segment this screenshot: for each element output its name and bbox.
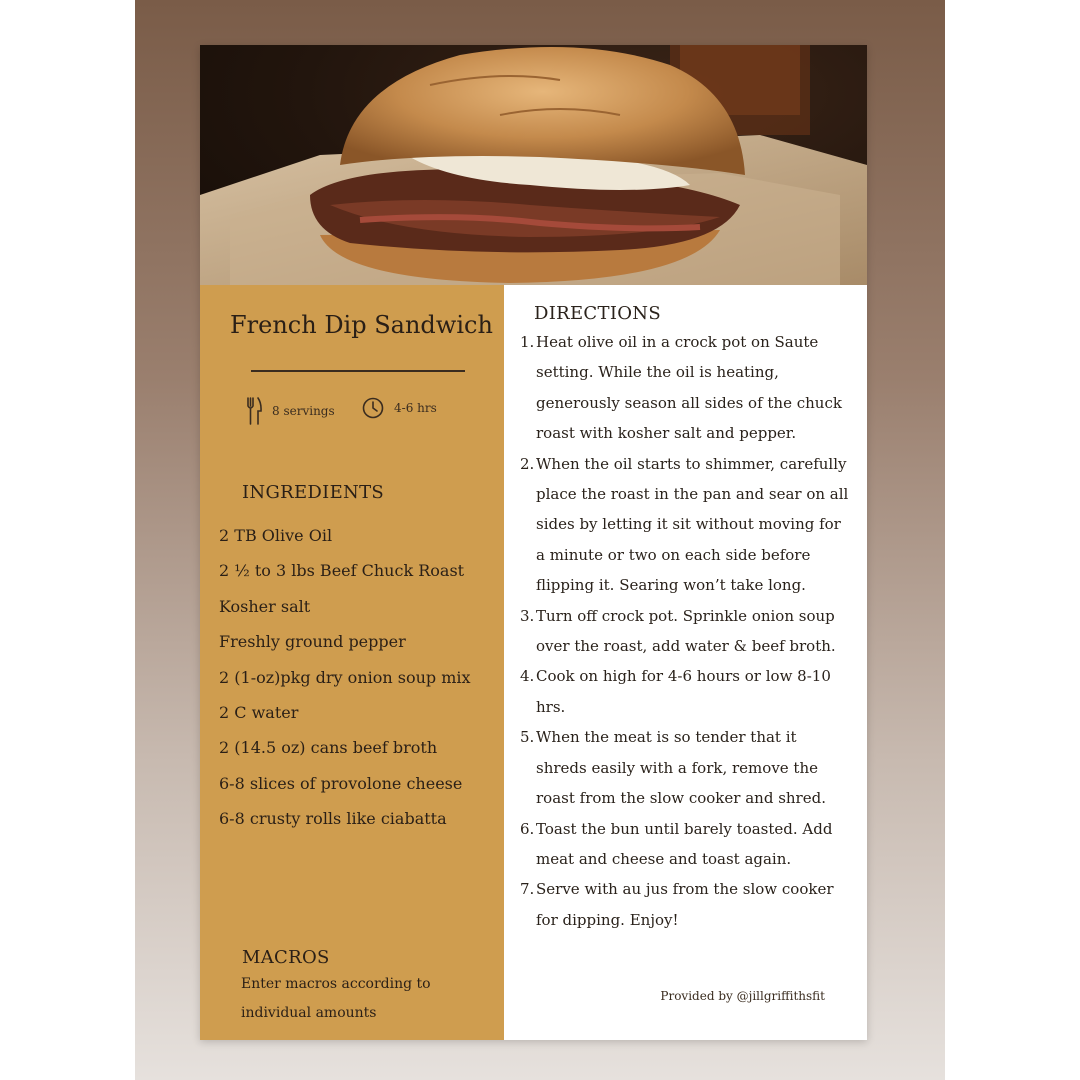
directions-heading: DIRECTIONS [534,303,661,324]
servings-info [246,397,335,425]
list-item: 2 (14.5 oz) cans beef broth [219,738,438,758]
step-text: Turn off crock pot. Sprinkle onion soup over the roast, add water & beef broth. [536,606,836,656]
credit-link[interactable]: Provided by @jillgriffithsfit [660,989,825,1003]
list-item: 2 (1-oz)pkg dry onion soup mix [219,667,471,687]
step-number: 2. [520,454,535,473]
step-text: Serve with au jus from the slow cooker for dipping. Enjoy! [536,880,834,929]
step-text: When the oil starts to shimmer, carefully place the roast in the pan and sear on all sides by letting it sit without moving for a minute or two on each side before flipping it. Searing won’t take long. [536,454,849,595]
list-item [520,601,850,662]
list-item [520,449,850,601]
macros-heading: MACROS [242,947,330,968]
ingredients-panel [200,285,504,1040]
time-info [362,397,437,419]
step-number: 5. [520,728,535,747]
directions-panel [504,285,867,1040]
fork-knife-icon [246,397,262,425]
list-item: 2 TB Olive Oil [219,526,333,545]
step-text: When the meat is so tender that it shreds easily with a fork, remove the roast from the slow cooker and shred. [536,728,826,808]
title-divider [251,370,465,372]
clock-icon [362,397,384,419]
directions-list [520,327,850,935]
list-item [520,722,850,813]
ingredients-list [219,525,471,844]
list-item: 2 ½ to 3 lbs Beef Chuck Roast [219,561,465,581]
recipe-card [200,45,867,1040]
step-text: Toast the bun until barely toasted. Add meat and cheese and toast again. [536,819,833,868]
list-item [520,661,850,722]
list-item [520,874,850,935]
servings-label: 8 servings [272,404,335,418]
step-number: 4. [520,667,535,686]
macros-text: Enter macros according to individual amounts [241,976,431,1021]
sandwich-photo [200,45,867,285]
step-number: 3. [520,606,535,625]
list-item [520,327,850,449]
list-item: 6-8 slices of provolone cheese [219,773,463,793]
list-item: 6-8 crusty rolls like ciabatta [219,809,447,829]
time-label: 4-6 hrs [394,401,437,415]
list-item [520,814,850,875]
list-item: Kosher salt [219,596,311,616]
list-item: 2 C water [219,702,299,722]
step-text: Heat olive oil in a crock pot on Saute setting. While the oil is heating, generously season all sides of the chuck roast with kosher salt and pepper. [536,333,842,443]
step-number: 7. [520,880,535,899]
step-text: Cook on high for 4-6 hours or low 8-10 hrs. [536,667,831,716]
step-number: 6. [520,819,535,838]
ingredients-heading: INGREDIENTS [242,482,385,503]
step-number: 1. [520,333,535,351]
list-item: Freshly ground pepper [219,632,406,652]
recipe-title: French Dip Sandwich [230,311,493,339]
